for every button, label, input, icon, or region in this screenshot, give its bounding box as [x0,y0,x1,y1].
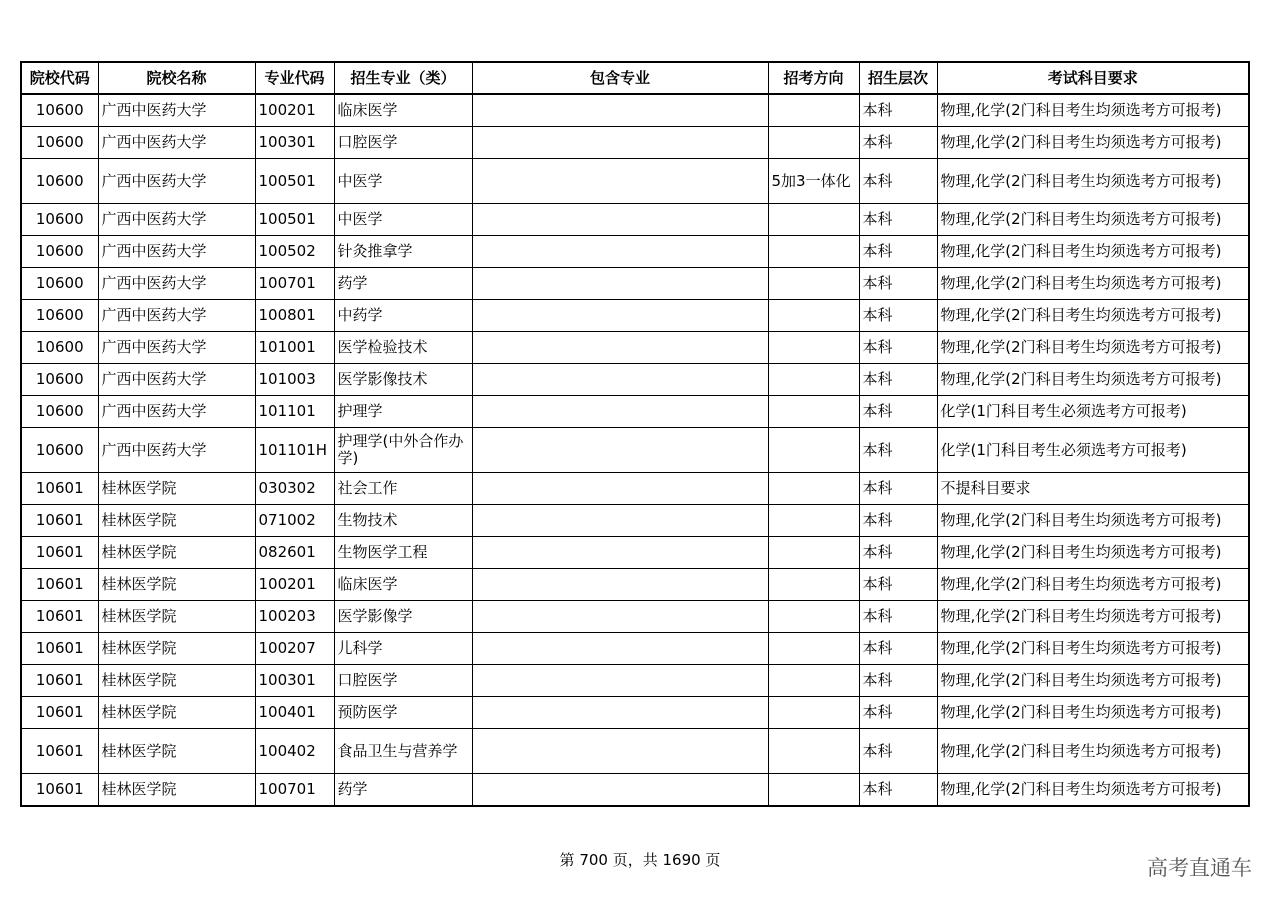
table-row [21,665,1249,697]
major-cell: 医学检验技术 [334,332,472,364]
school-name-cell: 桂林医学院 [98,633,255,665]
major-cell: 中医学 [334,159,472,204]
direction-cell: 5加3一体化 [768,159,859,204]
subject-requirement-cell: 物理,化学(2门科目考生均须选考方可报考) [937,569,1249,601]
school-code-cell: 10601 [21,537,98,569]
table-row [21,300,1249,332]
direction-cell [768,537,859,569]
major-code-cell: 100402 [255,729,334,774]
major-code-cell: 100502 [255,236,334,268]
level-cell: 本科 [859,268,937,300]
direction-cell [768,364,859,396]
subject-requirement-cell: 物理,化学(2门科目考生均须选考方可报考) [937,159,1249,204]
table-row [21,774,1249,807]
major-code-cell: 100401 [255,697,334,729]
direction-cell [768,94,859,127]
level-cell: 本科 [859,537,937,569]
major-cell: 口腔医学 [334,665,472,697]
included-majors-cell [472,204,768,236]
major-code-cell: 100501 [255,159,334,204]
level-cell: 本科 [859,428,937,473]
direction-cell [768,774,859,807]
level-cell: 本科 [859,729,937,774]
major-cell: 护理学 [334,396,472,428]
school-name-cell: 桂林医学院 [98,537,255,569]
direction-cell [768,236,859,268]
major-cell: 医学影像技术 [334,364,472,396]
major-code-cell: 101101 [255,396,334,428]
school-name-cell: 广西中医药大学 [98,428,255,473]
header-school-name: 院校名称 [98,62,255,94]
table-row [21,697,1249,729]
school-code-cell: 10601 [21,473,98,505]
table-row [21,729,1249,774]
included-majors-cell [472,127,768,159]
level-cell: 本科 [859,204,937,236]
level-cell: 本科 [859,94,937,127]
direction-cell [768,473,859,505]
level-cell: 本科 [859,127,937,159]
direction-cell [768,665,859,697]
direction-cell [768,428,859,473]
level-cell: 本科 [859,633,937,665]
major-cell: 社会工作 [334,473,472,505]
major-cell: 临床医学 [334,94,472,127]
level-cell: 本科 [859,697,937,729]
school-code-cell: 10600 [21,300,98,332]
school-code-cell: 10600 [21,159,98,204]
level-cell: 本科 [859,774,937,807]
subject-requirement-cell: 物理,化学(2门科目考生均须选考方可报考) [937,127,1249,159]
subject-requirement-cell: 物理,化学(2门科目考生均须选考方可报考) [937,94,1249,127]
school-name-cell: 桂林医学院 [98,665,255,697]
major-code-cell: 100301 [255,665,334,697]
major-cell: 生物技术 [334,505,472,537]
major-cell: 中药学 [334,300,472,332]
header-major: 招生专业（类） [334,62,472,94]
school-code-cell: 10600 [21,428,98,473]
major-code-cell: 100203 [255,601,334,633]
school-code-cell: 10601 [21,774,98,807]
subject-requirement-cell: 物理,化学(2门科目考生均须选考方可报考) [937,332,1249,364]
school-code-cell: 10601 [21,569,98,601]
level-cell: 本科 [859,300,937,332]
school-name-cell: 广西中医药大学 [98,332,255,364]
major-cell: 中医学 [334,204,472,236]
major-cell: 临床医学 [334,569,472,601]
subject-requirement-cell: 物理,化学(2门科目考生均须选考方可报考) [937,204,1249,236]
school-code-cell: 10601 [21,633,98,665]
subject-requirement-cell: 物理,化学(2门科目考生均须选考方可报考) [937,697,1249,729]
school-name-cell: 广西中医药大学 [98,204,255,236]
school-code-cell: 10601 [21,601,98,633]
header-level: 招生层次 [859,62,937,94]
subject-requirement-cell: 物理,化学(2门科目考生均须选考方可报考) [937,236,1249,268]
major-code-cell: 030302 [255,473,334,505]
level-cell: 本科 [859,505,937,537]
major-code-cell: 100701 [255,268,334,300]
table-row [21,204,1249,236]
level-cell: 本科 [859,601,937,633]
level-cell: 本科 [859,396,937,428]
table-row [21,364,1249,396]
level-cell: 本科 [859,665,937,697]
major-code-cell: 100501 [255,204,334,236]
direction-cell [768,332,859,364]
subject-requirement-cell: 物理,化学(2门科目考生均须选考方可报考) [937,505,1249,537]
school-code-cell: 10600 [21,204,98,236]
included-majors-cell [472,159,768,204]
header-school-code: 院校代码 [21,62,98,94]
school-code-cell: 10601 [21,505,98,537]
school-code-cell: 10600 [21,236,98,268]
included-majors-cell [472,537,768,569]
school-code-cell: 10600 [21,94,98,127]
school-name-cell: 广西中医药大学 [98,268,255,300]
table-row [21,127,1249,159]
included-majors-cell [472,774,768,807]
direction-cell [768,268,859,300]
major-code-cell: 100201 [255,569,334,601]
table-row [21,428,1249,473]
table-row [21,396,1249,428]
included-majors-cell [472,569,768,601]
major-cell: 儿科学 [334,633,472,665]
included-majors-cell [472,665,768,697]
school-code-cell: 10600 [21,396,98,428]
school-name-cell: 桂林医学院 [98,697,255,729]
admission-table [20,61,1250,807]
table-row [21,569,1249,601]
included-majors-cell [472,332,768,364]
major-code-cell: 101101H [255,428,334,473]
level-cell: 本科 [859,364,937,396]
direction-cell [768,396,859,428]
major-cell: 医学影像学 [334,601,472,633]
level-cell: 本科 [859,332,937,364]
major-code-cell: 082601 [255,537,334,569]
included-majors-cell [472,601,768,633]
major-code-cell: 101001 [255,332,334,364]
table-row [21,268,1249,300]
school-code-cell: 10600 [21,268,98,300]
direction-cell [768,697,859,729]
level-cell: 本科 [859,473,937,505]
included-majors-cell [472,94,768,127]
major-cell: 生物医学工程 [334,537,472,569]
school-name-cell: 桂林医学院 [98,601,255,633]
school-code-cell: 10601 [21,697,98,729]
header-row [21,62,1249,94]
school-name-cell: 桂林医学院 [98,569,255,601]
direction-cell [768,505,859,537]
school-code-cell: 10600 [21,364,98,396]
table-row [21,159,1249,204]
direction-cell [768,569,859,601]
school-name-cell: 广西中医药大学 [98,396,255,428]
level-cell: 本科 [859,569,937,601]
subject-requirement-cell: 物理,化学(2门科目考生均须选考方可报考) [937,665,1249,697]
direction-cell [768,204,859,236]
included-majors-cell [472,473,768,505]
subject-requirement-cell: 物理,化学(2门科目考生均须选考方可报考) [937,633,1249,665]
table-row [21,236,1249,268]
school-name-cell: 桂林医学院 [98,774,255,807]
direction-cell [768,729,859,774]
direction-cell [768,127,859,159]
table-row [21,94,1249,127]
included-majors-cell [472,505,768,537]
major-cell: 护理学(中外合作办学) [334,428,472,473]
included-majors-cell [472,729,768,774]
header-major-code: 专业代码 [255,62,334,94]
school-name-cell: 桂林医学院 [98,505,255,537]
school-name-cell: 桂林医学院 [98,473,255,505]
major-cell: 口腔医学 [334,127,472,159]
subject-requirement-cell: 物理,化学(2门科目考生均须选考方可报考) [937,537,1249,569]
subject-requirement-cell: 物理,化学(2门科目考生均须选考方可报考) [937,601,1249,633]
major-code-cell: 100301 [255,127,334,159]
school-code-cell: 10600 [21,332,98,364]
included-majors-cell [472,396,768,428]
direction-cell [768,633,859,665]
table-row [21,473,1249,505]
major-cell: 食品卫生与营养学 [334,729,472,774]
header-included-majors: 包含专业 [472,62,768,94]
subject-requirement-cell: 物理,化学(2门科目考生均须选考方可报考) [937,300,1249,332]
school-code-cell: 10601 [21,665,98,697]
included-majors-cell [472,697,768,729]
major-cell: 药学 [334,774,472,807]
included-majors-cell [472,268,768,300]
school-code-cell: 10600 [21,127,98,159]
table-row [21,505,1249,537]
major-code-cell: 101003 [255,364,334,396]
table-body [21,94,1249,806]
header-direction: 招考方向 [768,62,859,94]
table-row [21,332,1249,364]
subject-requirement-cell: 化学(1门科目考生必须选考方可报考) [937,396,1249,428]
watermark: 高考直通车 [1147,856,1252,880]
table-row [21,633,1249,665]
level-cell: 本科 [859,236,937,268]
included-majors-cell [472,428,768,473]
subject-requirement-cell: 化学(1门科目考生必须选考方可报考) [937,428,1249,473]
major-code-cell: 100201 [255,94,334,127]
major-cell: 预防医学 [334,697,472,729]
included-majors-cell [472,300,768,332]
major-code-cell: 100207 [255,633,334,665]
included-majors-cell [472,633,768,665]
school-name-cell: 广西中医药大学 [98,364,255,396]
level-cell: 本科 [859,159,937,204]
school-name-cell: 广西中医药大学 [98,94,255,127]
table-row [21,537,1249,569]
school-name-cell: 广西中医药大学 [98,236,255,268]
included-majors-cell [472,236,768,268]
major-cell: 药学 [334,268,472,300]
major-cell: 针灸推拿学 [334,236,472,268]
table-row [21,601,1249,633]
subject-requirement-cell: 不提科目要求 [937,473,1249,505]
school-name-cell: 广西中医药大学 [98,159,255,204]
subject-requirement-cell: 物理,化学(2门科目考生均须选考方可报考) [937,268,1249,300]
subject-requirement-cell: 物理,化学(2门科目考生均须选考方可报考) [937,364,1249,396]
subject-requirement-cell: 物理,化学(2门科目考生均须选考方可报考) [937,774,1249,807]
header-subject-requirement: 考试科目要求 [937,62,1249,94]
major-code-cell: 071002 [255,505,334,537]
subject-requirement-cell: 物理,化学(2门科目考生均须选考方可报考) [937,729,1249,774]
school-name-cell: 广西中医药大学 [98,127,255,159]
school-name-cell: 桂林医学院 [98,729,255,774]
direction-cell [768,300,859,332]
direction-cell [768,601,859,633]
major-code-cell: 100801 [255,300,334,332]
school-code-cell: 10601 [21,729,98,774]
school-name-cell: 广西中医药大学 [98,300,255,332]
page-number: 第 700 页，共 1690 页 [559,851,721,869]
included-majors-cell [472,364,768,396]
major-code-cell: 100701 [255,774,334,807]
